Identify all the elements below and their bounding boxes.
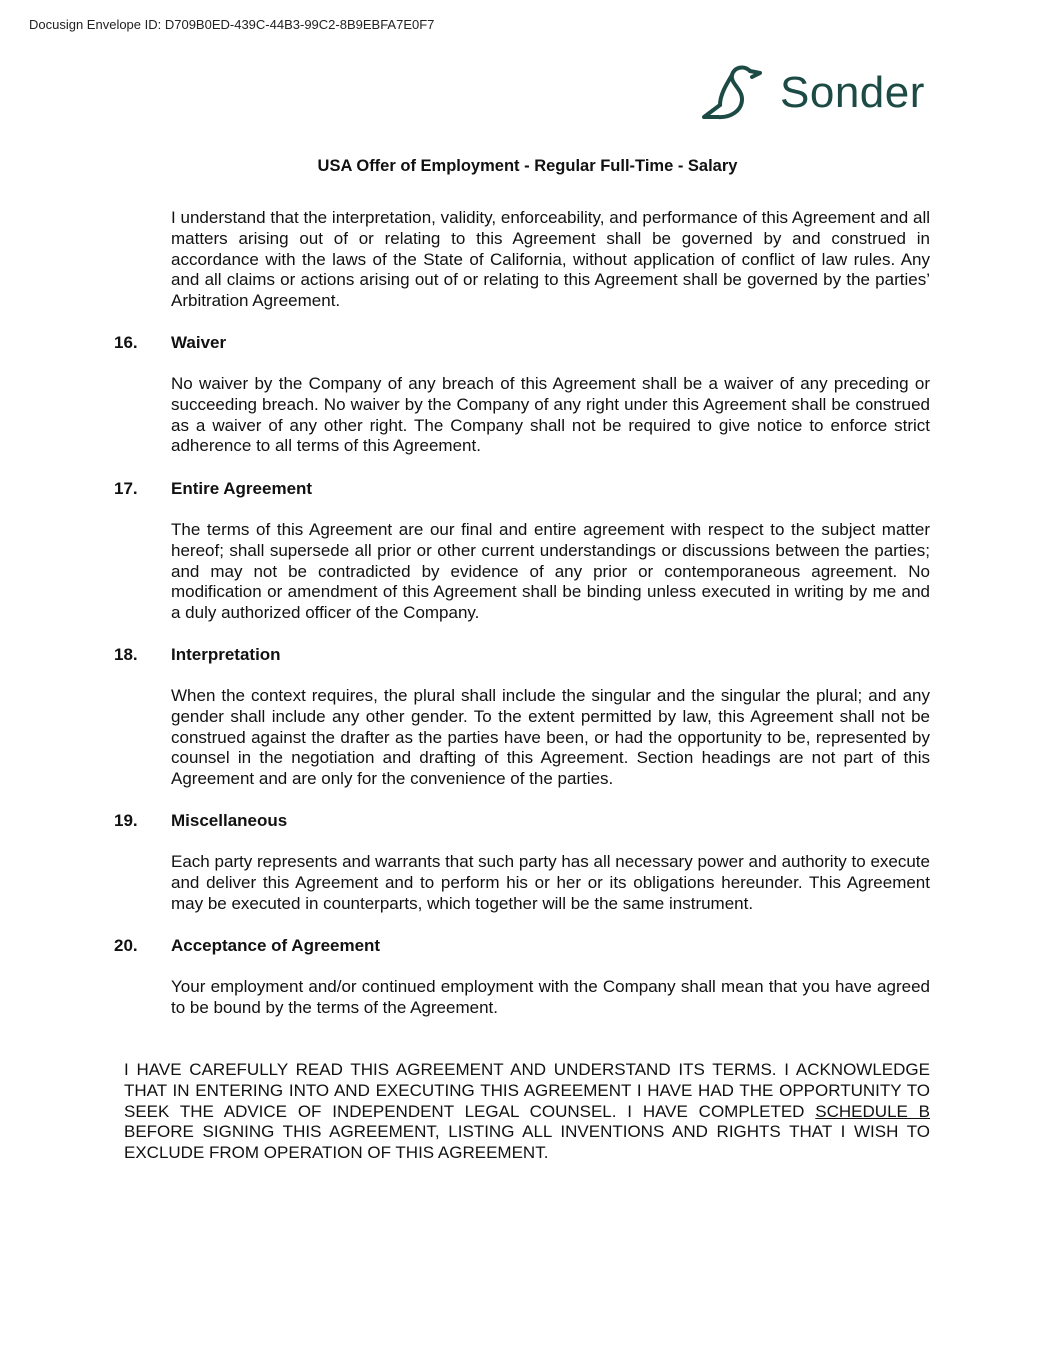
intro-paragraph: I understand that the interpretation, validity, enforceability, and performance of this Agreement and all matters arising out of or relating to this Agreement shall be governed by and construed in accordance with the laws of the State of California, without application of conflict of law rules. Any and all claims or actions arising out of or relating to this Agreement shall be governed by the parties’ Arbitration Agreement. bbox=[171, 208, 930, 311]
logo-text: Sonder bbox=[780, 68, 925, 117]
bird-logo-icon bbox=[700, 63, 768, 123]
section-number: 19. bbox=[114, 811, 138, 830]
envelope-id: Docusign Envelope ID: D709B0ED-439C-44B3-99C2-8B9EBFA7E0F7 bbox=[29, 17, 435, 32]
acknowledgement-paragraph bbox=[124, 1060, 930, 1164]
section-title: Acceptance of Agreement bbox=[171, 936, 381, 955]
section-body: The terms of this Agreement are our final and entire agreement with respect to the subject matter hereof; shall supersede all prior or other current understandings or discussions between the parties; and may not be contradicted by evidence of any prior or contemporaneous agreement. No modification or amendment of this Agreement shall be binding unless executed in writing by me and a duly authorized officer of the Company. bbox=[171, 520, 930, 623]
section-title: Waiver bbox=[171, 333, 227, 352]
section-title: Miscellaneous bbox=[171, 811, 288, 830]
section-title: Entire Agreement bbox=[171, 479, 313, 498]
section-body: No waiver by the Company of any breach of this Agreement shall be a waiver of any preceding or succeeding breach. No waiver by the Company of any right under this Agreement shall be construed as a waiver of any other right. The Company shall not be required to give notice to enforce strict adherence to all terms of this Agreement. bbox=[171, 374, 930, 456]
sonder-logo bbox=[700, 62, 925, 124]
section-title: Interpretation bbox=[171, 645, 281, 664]
schedule-b-reference: SCHEDULE B bbox=[815, 1101, 931, 1121]
section-body: Your employment and/or continued employment with the Company shall mean that you have agreed to be bound by the terms of the Agreement. bbox=[171, 977, 930, 1017]
section-body: When the context requires, the plural shall include the singular and the singular the plural; and any gender shall include any other gender. To the extent permitted by law, this Agreement shall not be construed against the drafter as the parties have been, or had the opportunity to be, represented by counsel in the negotiation and drafting of this Agreement. Section headings are not part of this Agreement and are only for the convenience of the parties. bbox=[171, 686, 930, 789]
document-title: USA Offer of Employment - Regular Full-Time - Salary bbox=[317, 157, 738, 175]
section-body: Each party represents and warrants that such party has all necessary power and authority to execute and deliver this Agreement and to perform his or her or its obligations hereunder. This Agreement may be executed in counterparts, which together will be the same instrument. bbox=[171, 852, 930, 913]
section-number: 18. bbox=[114, 645, 138, 664]
acknowledgement-text-2: BEFORE SIGNING THIS AGREEMENT, LISTING ALL INVENTIONS AND RIGHTS THAT I WISH TO EXCLUDE FROM OPERATION OF THIS AGREEMENT. bbox=[124, 1122, 930, 1163]
section-number: 16. bbox=[114, 333, 138, 352]
acknowledgement-text-1: I HAVE CAREFULLY READ THIS AGREEMENT AND UNDERSTAND ITS TERMS. I ACKNOWLEDGE THAT IN ENTERING INTO AND EXECUTING THIS AGREEMENT I HAVE HAD THE OPPORTUNITY TO SEEK THE ADVICE OF INDEPENDENT LEGAL COUNSEL. I HAVE COMPLETED bbox=[124, 1060, 930, 1121]
section-number: 20. bbox=[114, 936, 138, 955]
section-number: 17. bbox=[114, 479, 138, 498]
